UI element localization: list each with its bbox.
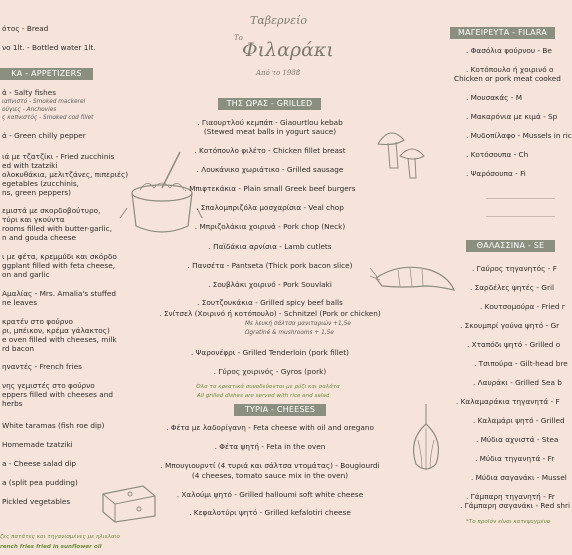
appetizer-item: ά - Green chilly pepper — [2, 131, 86, 140]
grilled-item: . Γιαουρτλού κεμπάπ - Giaourtlou kebab — [197, 118, 343, 127]
appetizer-item: ns, green peppers) — [2, 188, 71, 197]
appetizer-item: ed with tzatziki — [2, 161, 58, 170]
appetizer-item: ά - Salty fishes — [2, 88, 57, 97]
appetizer-item: ρι, μπέικον, κρέμα γάλακτος) — [2, 326, 110, 335]
mageirefta-band: ΜΑΓΕΙΡΕΥΤΑ - FILARA — [450, 27, 555, 39]
mageirefta-item: . Μουσακάς - M — [466, 93, 523, 102]
appetizer-item: herbs — [2, 399, 23, 408]
grilled-note-2: All grilled dishes are served with rice and salad — [197, 393, 330, 399]
grilled-item: . Πανσέτα - Pantseta (Thick pork bacon slice) — [187, 261, 353, 270]
grilled-item: . Ψαρονέφρι - Grilled Tenderloin (pork fillet) — [191, 348, 349, 357]
appetizer-item: n and gouda cheese — [2, 233, 77, 242]
appetizer-item: ι με φέτα, κρεμμύδι και σκόρδο — [2, 252, 117, 261]
grilled-item: . Σπαλομπριζόλα μοσχαρίσια - Veal chop — [196, 203, 344, 212]
mageirefta-item: . Ψαρόσουπα - Fi — [466, 169, 526, 178]
mushrooms-icon — [370, 116, 430, 186]
mageirefta-item: . Κοτόπουλο ή χοιρινό ο — [466, 65, 554, 74]
cheese-item: . Μπουγιουρντί (4 τυριά και σάλτσα ντομάτας) - Bougiourdi — [160, 461, 380, 470]
grilled-item: . Σουβλάκι χοιρινό - Pork Souvlaki — [208, 280, 332, 289]
grilled-item: . Σουτζουκάκια - Grilled spicy beef balls — [197, 298, 343, 307]
taverna-logo — [230, 6, 334, 90]
water-line: νο 1lt. - Bottled water 1lt. — [2, 43, 96, 52]
seafood-item: . Σκουμπρί γούνα ψητό - Gr — [460, 321, 560, 330]
appetizer-item: White taramas (fish roe dip) — [2, 421, 105, 430]
cheese-item: . Κεφαλοτύρι ψητό - Grilled kefalotiri cheese — [189, 508, 351, 517]
appetizer-item: rd bacon — [2, 344, 35, 353]
cheeses-band: ΤΥΡΙΑ - CHEESES — [234, 404, 326, 416]
appetizers-footer-greek: ζες πατάτες και τηγανισμένες με ηλιέλαιο — [0, 534, 121, 540]
seafood-item: . Τσιπούρα - Gilt-head bre — [474, 359, 568, 368]
seafood-item: . Λαυράκι - Grilled Sea b — [473, 378, 562, 387]
seafood-item: . Κουτσομούρα - Fried r — [480, 302, 565, 311]
mageirefta-item: . Κοτόσουπα - Ch — [466, 150, 529, 159]
cooking-pot-icon — [122, 148, 202, 238]
grilled-note-1: Όλα τα κρεατικά συνοδεύονται με ρύζι και σαλάτα — [196, 384, 340, 390]
appetizer-item: e oven filled with cheeses, milk — [2, 335, 117, 344]
cheese-item: . Φέτα με λαδορίγανη - Feta cheese with oil and oregano — [166, 423, 374, 432]
appetizer-item: κρατέν στο φούρνο — [2, 317, 73, 326]
appetizer-item: rooms filled with butter-garlic, — [2, 224, 113, 233]
seafood-item: . Γάμπαρη σαγανάκι - Red shri — [460, 501, 571, 510]
logo-line-4: Από το 1988 — [256, 69, 301, 77]
seafood-item: . Μύδια σαγανάκι - Mussel — [471, 473, 567, 482]
appetizer-item: νης γεμιστές στο φούρνο — [2, 381, 95, 390]
seafood-item: . Γαύρος τηγανητός - F — [472, 264, 557, 273]
seafood-item: . Μύδια αχνιστά - Stea — [476, 435, 559, 444]
appetizer-item: ιαπνιστό - Smoked mackerel — [2, 99, 86, 105]
grilled-item: . Μπιφτεκάκια - Plain small Greek beef burgers — [184, 184, 356, 193]
grilled-item: . Κοτόπουλο φιλέτο - Chicken fillet breast — [194, 146, 346, 155]
schnitzel-note-1: Με λευκή σάλτσα μανιταριών +1,5e — [245, 321, 351, 327]
appetizer-item: ggplant filled with feta cheese, — [2, 261, 116, 270]
grilled-item: . Μπριζολάκια χοιρινά - Pork chop (Neck) — [194, 222, 346, 231]
grilled-item: . Λουκάνικο χωριάτικο - Grilled sausage — [196, 165, 344, 174]
grilled-item: . Παϊδάκια αρνίσια - Lamb cutlets — [208, 242, 332, 251]
schnitzel-note-2: Ωgratiné & mushrooms + 1,5e — [245, 330, 334, 336]
logo-line-1: Ταβερνείο — [250, 14, 308, 27]
appetizer-item: ούγιες - Anchovies — [2, 107, 57, 113]
cheese-item: (4 cheeses, tomato sauce mix in the oven) — [191, 471, 349, 480]
appetizer-item: eppers filled with cheeses and — [2, 390, 114, 399]
seafood-item: . Καλαμαράκια τηγανητά - F — [456, 397, 560, 406]
grilled-item: . Γύρος χοιρινός - Gyros (pork) — [213, 367, 327, 376]
garlic-icon — [402, 400, 452, 480]
logo-line-2: Το — [234, 34, 243, 42]
appetizer-item: Αμαλίας - Mrs. Amalia's stuffed — [2, 289, 116, 298]
seafood-item: . Καλαμάρι ψητό - Grilled — [473, 416, 565, 425]
cheese-item: . Φέτα ψητή - Feta in the oven — [214, 442, 326, 451]
grilled-band: ΤΗΣ ΩΡΑΣ - GRILLED — [218, 98, 321, 110]
appetizers-band: ΚΑ - APPETIZERS — [0, 68, 93, 80]
appetizer-item: ς καπνιστός - Smoked cod fillet — [2, 115, 94, 121]
appetizer-item: εμιστά με σκορδοβούτυρο, — [2, 206, 101, 215]
appetizer-item: on and garlic — [2, 270, 50, 279]
appetizer-item: ολοκυθάκια, μελιτζάνες, πιπεριές) — [2, 170, 129, 179]
seafood-item: . Σαρδέλες ψητές - Gril — [470, 283, 555, 292]
frozen-product-note: *Το προϊόν είναι κατεψυγμένο — [466, 519, 551, 525]
mageirefta-item: Chicken or pork meat cooked — [454, 74, 561, 83]
appetizer-item: ηναντές - French fries — [2, 362, 82, 371]
appetizer-item: τύρι και γκούντα — [2, 215, 65, 224]
logo-line-3: Φιλαράκι — [242, 39, 334, 61]
divider-line-1 — [486, 198, 555, 199]
appetizer-item: egetables (zucchinis, — [2, 179, 79, 188]
seafood-item: . Γάμπαρη τηγανητή - Fr — [466, 492, 555, 501]
cheese-item: . Χαλούμι ψητό - Grilled halloumi soft white cheese — [176, 490, 364, 499]
appetizer-item: a - Cheese salad dip — [2, 459, 77, 468]
shrimp-icon — [370, 256, 460, 302]
appetizer-item: ιά με τζατζίκι - Fried zucchinis — [2, 152, 115, 161]
mageirefta-item: . Φασόλια φούρνου - Be — [466, 46, 552, 55]
grilled-item: (Stewed meat balls in yogurt sauce) — [203, 127, 337, 136]
cheese-icon — [95, 476, 165, 526]
appetizer-item: Pickled vegetables — [2, 497, 71, 506]
mageirefta-item: . Μυδοπίλαφο - Mussels in ric — [466, 131, 572, 140]
appetizers-footer-english: rench fries fried in sunflower oil — [0, 544, 102, 550]
seafood-item: . Μύδια τηγανητά - Fr — [475, 454, 555, 463]
divider-line-2 — [486, 216, 555, 217]
thalassina-band: ΘΑΛΑΣΣΙΝΑ - SE — [466, 240, 555, 252]
bread-line: ότος - Bread — [2, 24, 49, 33]
seafood-item: . Χταπόδι ψητό - Grilled o — [467, 340, 561, 349]
appetizer-item: ne leaves — [2, 298, 38, 307]
appetizer-item: a (split pea pudding) — [2, 478, 78, 487]
appetizer-item: Homemade tzatziki — [2, 440, 73, 449]
mageirefta-item: . Μακαρόνια με κιμά - Sp — [466, 112, 558, 121]
grilled-item: . Σνίτσελ (Χοιρινό ή κοτόπουλο) - Schnitzel (Pork or chicken) — [159, 309, 381, 318]
